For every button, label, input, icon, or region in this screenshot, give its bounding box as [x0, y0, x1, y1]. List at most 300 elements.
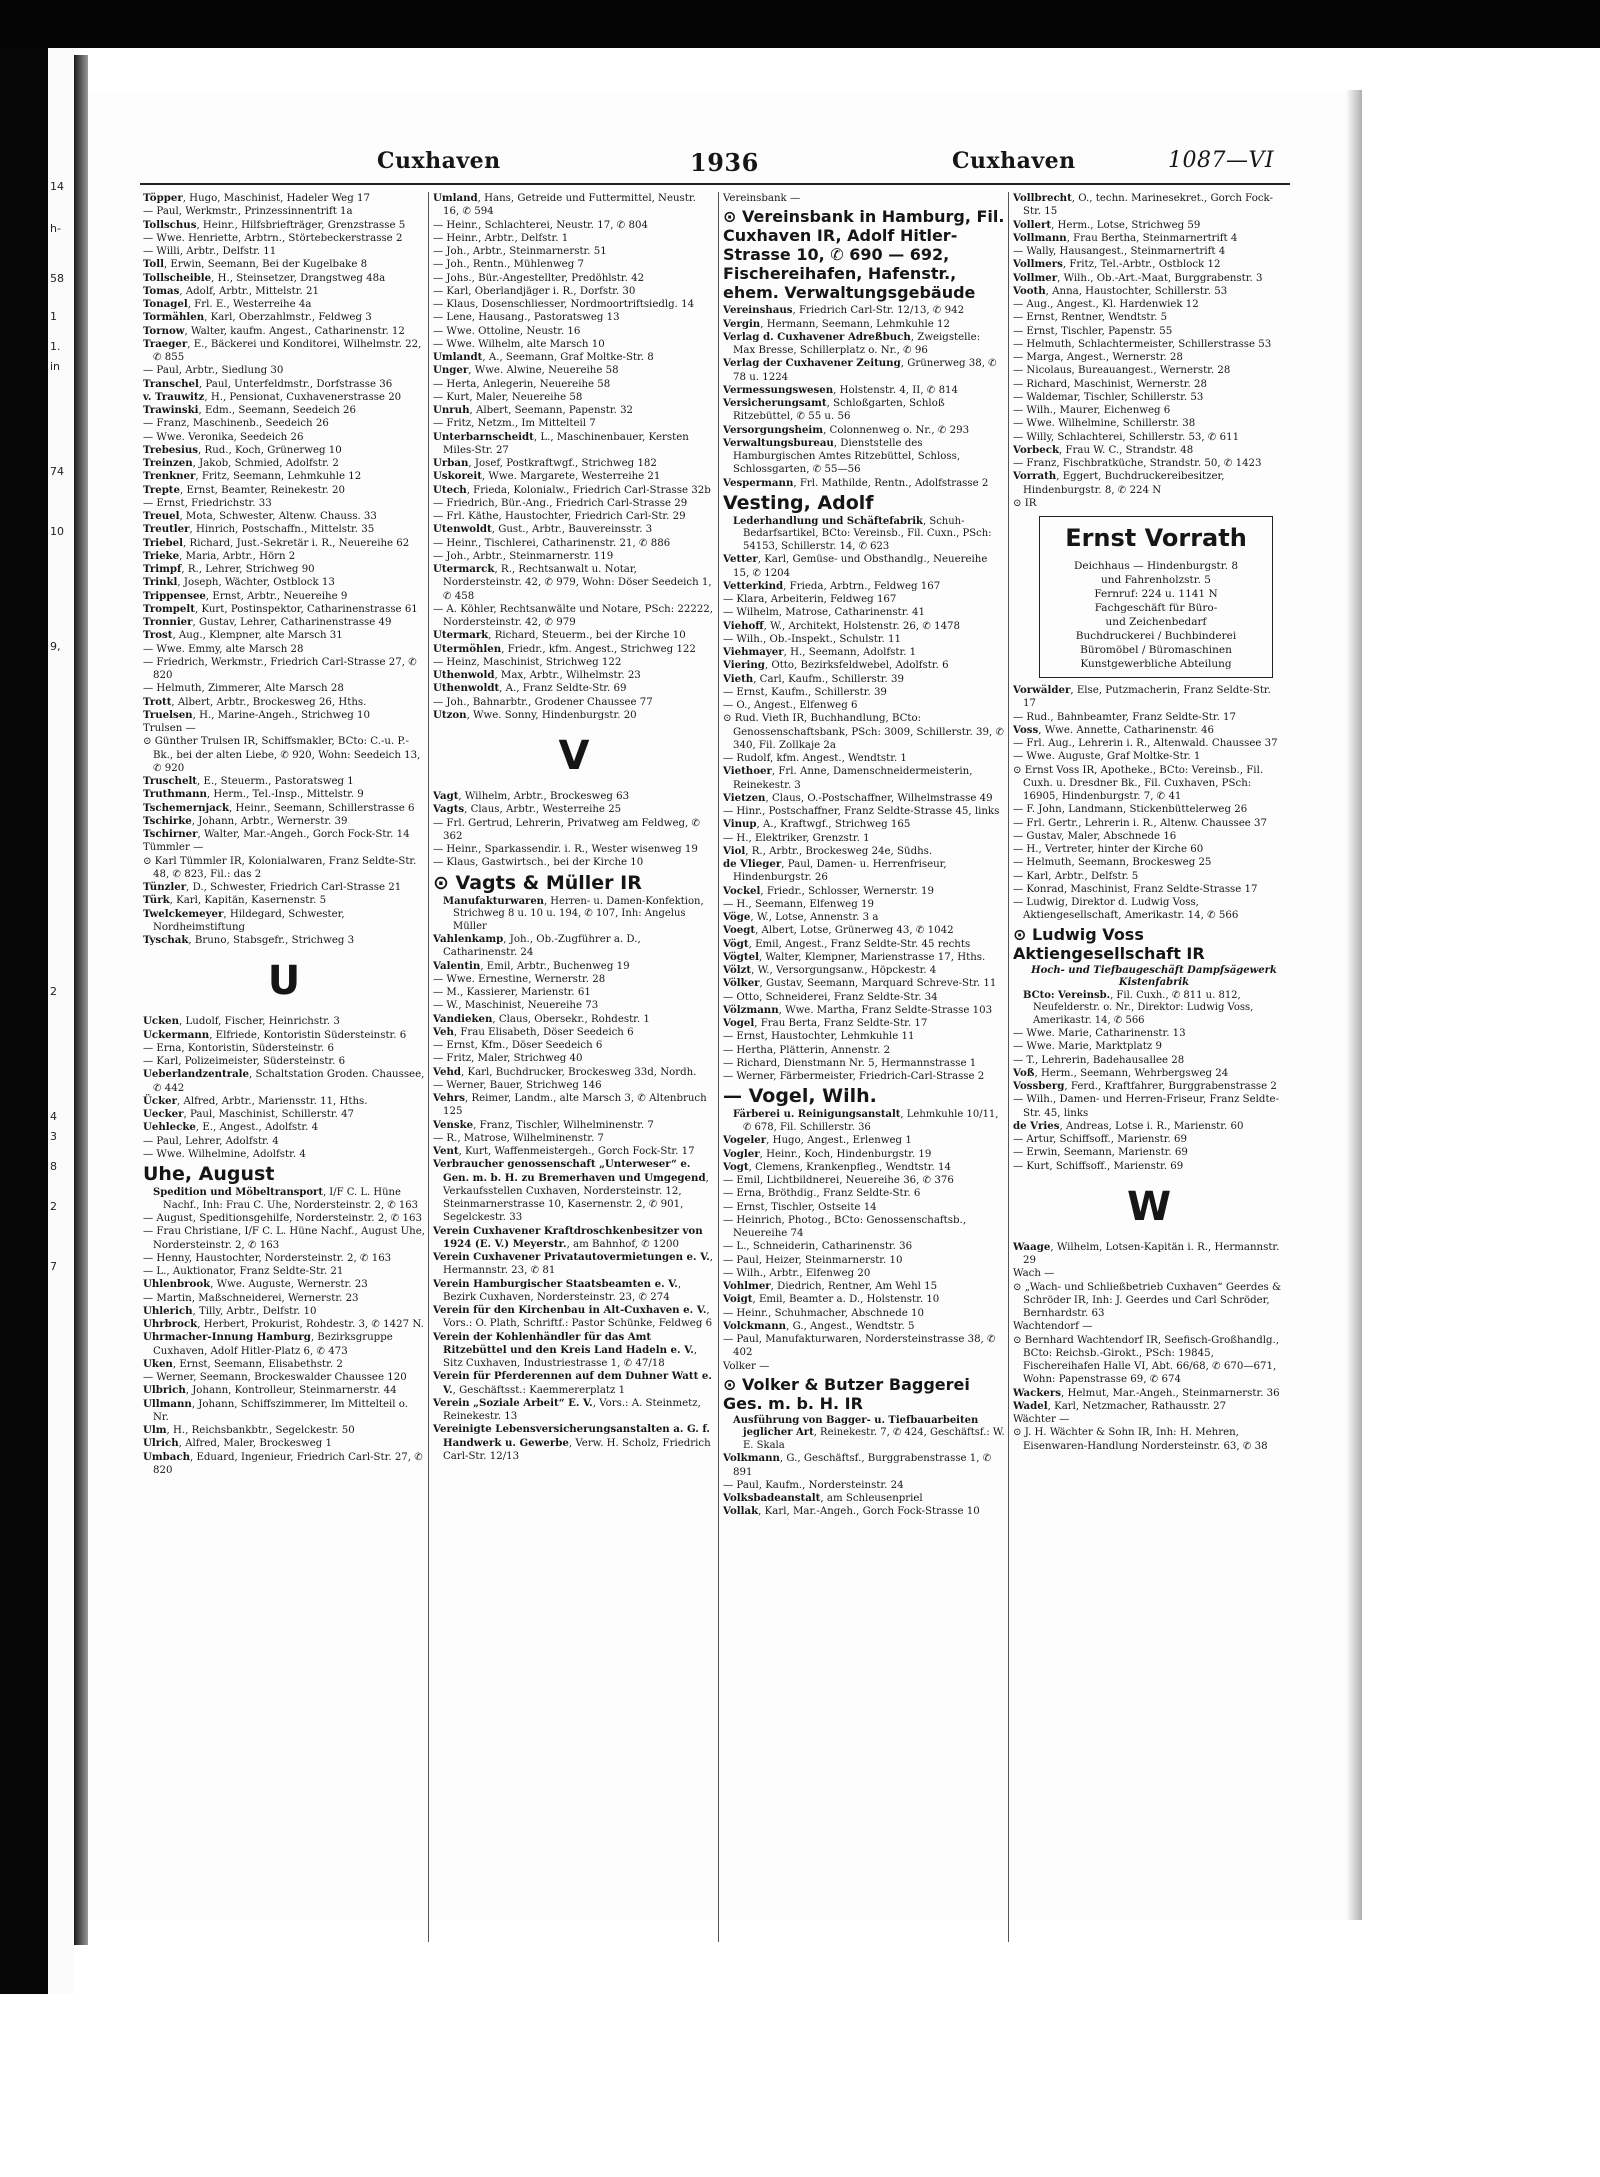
directory-entry: — Wwe. Veronika, Seedeich 26 — [143, 431, 304, 443]
directory-entry: — T., Lehrerin, Badehausallee 28 — [1013, 1054, 1185, 1066]
directory-entry: — Fritz, Maler, Strichweg 40 — [433, 1053, 583, 1065]
directory-entry: — Wwe. Ottoline, Neustr. 16 — [433, 325, 581, 337]
directory-entry: — Ernst, Tischler, Ostseite 14 — [723, 1201, 877, 1213]
directory-entry: Vorwälder, Else, Putzmacherin, Franz Seldte-Str. 17 — [1013, 684, 1271, 710]
directory-entry: Vehrs, Reimer, Landm., alte Marsch 3, ✆ Altenbruch 125 — [433, 1092, 707, 1118]
directory-entry: Uehlecke, E., Angest., Adolfstr. 4 — [143, 1121, 319, 1134]
directory-entry: Viehoff, W., Architekt, Holstenstr. 26, ✆ 1478 — [723, 619, 961, 632]
section-letter-v: V — [558, 733, 590, 779]
directory-entry: — Heinr., Schlachterei, Neustr. 17, ✆ 804 — [433, 219, 648, 231]
directory-entry: Viol, R., Arbtr., Brockesweg 24e, Südhs. — [723, 844, 933, 857]
entry-list — [1048, 559, 1264, 671]
directory-entry: Triebel, Richard, Just.-Sekretär i. R., Neuereihe 62 — [143, 536, 410, 549]
entry-list — [1013, 1027, 1285, 1173]
directory-entry: — Wwe. Ernestine, Wernerstr. 28 — [433, 973, 606, 985]
directory-entry: — Artur, Schiffsoff., Marienstr. 69 — [1013, 1134, 1187, 1145]
directory-entry: Wackers, Helmut, Mar.-Angeh., Steinmarnerstr. 36 — [1013, 1386, 1280, 1399]
column-3 — [723, 192, 1005, 1519]
directory-entry: — Joh., Bahnarbtr., Grodener Chaussee 77 — [433, 696, 653, 708]
directory-entry: Utzon, Wwe. Sonny, Hindenburgstr. 20 — [433, 708, 637, 721]
directory-entry: — Otto, Schneiderei, Franz Seldte-Str. 34 — [723, 991, 938, 1003]
directory-entry: Volkmann, G., Geschäftsf., Burggrabenstrasse 1, ✆ 891 — [723, 1452, 992, 1478]
directory-entry: Vossberg, Ferd., Kraftfahrer, Burggrabenstrasse 2 — [1013, 1080, 1277, 1092]
directory-entry: Vehd, Karl, Buchdrucker, Brockesweg 33d, Nordh. — [433, 1065, 697, 1078]
directory-entry: Toll, Erwin, Seemann, Bei der Kugelbake 8 — [143, 258, 368, 271]
directory-entry: Kunstgewerbliche Abteilung — [1080, 658, 1232, 670]
directory-entry: Vereinsbank — — [723, 193, 801, 204]
directory-entry: Volker — — [723, 1360, 770, 1372]
directory-entry: — W., Maschinist, Neuereihe 73 — [433, 1000, 599, 1012]
directory-entry: ⊙ IR — [1013, 497, 1037, 509]
directory-entry: Volckmann, G., Angest., Wendtstr. 5 — [723, 1319, 915, 1332]
header-year: 1936 — [690, 148, 759, 177]
directory-entry: — F. John, Landmann, Stickenbüttelerweg 26 — [1013, 804, 1248, 816]
directory-entry: Vandieken, Claus, Obersekr., Rohdestr. 1 — [433, 1012, 650, 1025]
directory-entry: — Frl. Aug., Lehrerin i. R., Altenwald. Chaussee 37 — [1013, 738, 1278, 749]
directory-entry: Buchdruckerei / Buchbinderei — [1075, 630, 1237, 642]
header-rule — [140, 183, 1290, 185]
directory-entry: Vohlmer, Diedrich, Rentner, Am Wehl 15 — [723, 1280, 938, 1292]
directory-entry: Vollbrecht, O., techn. Marinesekret., Gorch Fock-Str. 15 — [1013, 192, 1273, 218]
directory-entry: — Klaus, Dosenschliesser, Nordmoortriftsiedlg. 14 — [433, 299, 695, 310]
advert-title: ⊙ Vagts & Müller IR — [433, 871, 642, 894]
directory-entry: Utech, Frieda, Kolonialw., Friedrich Carl-Strasse 32b — [433, 483, 711, 496]
directory-entry: — Helmuth, Seemann, Brockesweg 25 — [1013, 857, 1212, 869]
directory-entry: — Johs., Bür.-Angestellter, Predöhlstr. 42 — [433, 272, 645, 284]
directory-entry: — H., Elektriker, Grenzstr. 1 — [723, 832, 870, 844]
directory-entry: Twelckemeyer, Hildegard, Schwester, Nordheimstiftung — [143, 907, 345, 933]
directory-entry: Vockel, Friedr., Schlosser, Wernerstr. 19 — [723, 884, 934, 897]
directory-entry: — Friedrich, Werkmstr., Friedrich Carl-Strasse 27, ✆ 820 — [143, 656, 417, 681]
directory-entry: — Willy, Schlachterei, Schillerstr. 53, ✆ 611 — [1013, 431, 1240, 443]
directory-entry: und Zeichenbedarf — [1105, 616, 1207, 628]
directory-entry: — Ernst, Haustochter, Lehmkuhle 11 — [723, 1031, 915, 1043]
directory-entry: — Helmuth, Schlachtermeister, Schillerstrasse 53 — [1013, 338, 1272, 350]
directory-entry: Tümmler — — [143, 842, 204, 854]
directory-entry: Vent, Kurt, Waffenmeistergeh., Gorch Fock-Str. 17 — [433, 1145, 695, 1157]
column-4 — [1013, 192, 1285, 1453]
directory-entry: — Wilh., Ob.-Inspekt., Schulstr. 11 — [723, 633, 901, 645]
directory-entry: de Vries, Andreas, Lotse i. R., Marienstr. 60 — [1013, 1119, 1244, 1132]
directory-entry: — Erna, Kontoristin, Südersteinstr. 6 — [143, 1042, 335, 1054]
directory-entry: — Paul, Arbtr., Siedlung 30 — [143, 365, 284, 377]
advert-box-vorrath — [1039, 516, 1273, 678]
directory-entry: Vöge, W., Lotse, Annenstr. 3 a — [723, 911, 879, 923]
directory-entry: — Fritz, Netzm., Im Mittelteil 7 — [433, 418, 596, 430]
directory-entry: — Waldemar, Tischler, Schillerstr. 53 — [1013, 391, 1204, 403]
directory-entry: Verein für den Kirchenbau in Alt-Cuxhaven e. V., Vors.: O. Plath, Schriftf.: Pastor Schünke, Feldweg 6 — [433, 1304, 713, 1330]
entry-list — [723, 304, 1005, 490]
directory-entry: — Ernst, Rentner, Wendtstr. 5 — [1013, 312, 1168, 324]
directory-entry: Venske, Franz, Tischler, Wilhelminenstr. 7 — [433, 1118, 654, 1131]
directory-entry: — Hertha, Plätterin, Annenstr. 2 — [723, 1044, 891, 1056]
directory-entry: — Paul, Manufakturwaren, Nordersteinstrasse 38, ✆ 402 — [723, 1334, 996, 1359]
directory-entry: Vögtel, Walter, Klempner, Marienstrasse 17, Hths. — [723, 950, 986, 963]
directory-entry: — Erna, Bröthdig., Franz Seldte-Str. 6 — [723, 1188, 921, 1200]
directory-entry: — Wally, Hausangest., Steinmarnertrift 4 — [1013, 246, 1226, 257]
advert-box-title: Ernst Vorrath — [1065, 524, 1247, 552]
directory-entry: Völzt, W., Versorgungsanw., Höpckestr. 4 — [723, 964, 937, 976]
entry-list — [723, 1134, 1005, 1373]
directory-entry: Valentin, Emil, Arbtr., Buchenweg 19 — [433, 959, 630, 972]
entry-list — [143, 192, 425, 947]
directory-entry: — Emil, Lichtbildnerei, Neuereihe 36, ✆ 376 — [723, 1175, 954, 1186]
directory-entry: Ulbrich, Johann, Kontrolleur, Steinmarnerstr. 44 — [143, 1384, 397, 1397]
directory-entry: Voigt, Emil, Beamter a. D., Holstenstr. 10 — [723, 1293, 940, 1306]
entry-list — [723, 553, 1005, 1083]
directory-entry: Tormählen, Karl, Oberzahlmstr., Feldweg 3 — [143, 311, 372, 324]
directory-entry: Viering, Otto, Bezirksfeldwebel, Adolfstr. 6 — [723, 659, 949, 672]
directory-entry: — Heinr., Tischlerei, Catharinenstr. 21, ✆ 886 — [433, 537, 671, 549]
entry-list — [723, 1415, 1005, 1453]
directory-entry: Uskoreit, Wwe. Margarete, Westerreihe 21 — [433, 470, 661, 483]
directory-entry: Unterbarnscheidt, L., Maschinenbauer, Kersten Miles-Str. 27 — [433, 430, 689, 456]
directory-entry: Tschirke, Johann, Arbtr., Wernerstr. 39 — [143, 814, 348, 827]
directory-entry: v. Trauwitz, H., Pensionat, Cuxhavenerstrasse 20 — [143, 390, 402, 403]
directory-entry: Tschirner, Walter, Mar.-Angeh., Gorch Fock-Str. 14 — [143, 828, 410, 840]
directory-entry: ⊙ Karl Tümmler IR, Kolonialwaren, Franz Seldte-Str. 48, ✆ 823, Fil.: das 2 — [143, 855, 417, 880]
directory-entry: Vogel, Frau Berta, Franz Seldte-Str. 17 — [723, 1017, 928, 1029]
directory-entry: Trost, Aug., Klempner, alte Marsch 31 — [143, 629, 343, 642]
directory-entry: Tomas, Adolf, Arbtr., Mittelstr. 21 — [143, 284, 319, 297]
directory-entry: Vögt, Emil, Angest., Franz Seldte-Str. 45 rechts — [723, 937, 971, 950]
directory-entry: Vogeler, Hugo, Angest., Erlenweg 1 — [723, 1134, 912, 1147]
directory-entry: Trawinski, Edm., Seemann, Seedeich 26 — [143, 404, 357, 416]
column-1 — [143, 192, 425, 1477]
directory-entry: — Franz, Maschinenb., Seedeich 26 — [143, 418, 329, 430]
directory-entry: — Hinr., Postschaffner, Franz Seldte-Strasse 45, links — [723, 806, 1000, 817]
directory-entry: Spedition und Möbeltransport, I/F C. L. Hüne Nachf., Inh: Frau C. Uhe, Nordersteinstr. 2, ✆ 163 — [153, 1187, 419, 1211]
directory-entry: — Rudolf, kfm. Angest., Wendtstr. 1 — [723, 753, 907, 764]
section-letter-w: W — [1126, 1183, 1172, 1230]
directory-entry: Tornow, Walter, kaufm. Angest., Catharinenstr. 12 — [143, 324, 405, 337]
directory-entry: Ueberlandzentrale, Schaltstation Groden. Chaussee, ✆ 442 — [143, 1068, 425, 1094]
directory-entry: Wadel, Karl, Netzmacher, Rathausstr. 27 — [1013, 1399, 1227, 1412]
directory-entry: Umland, Hans, Getreide und Futtermittel, Neustr. 16, ✆ 594 — [433, 192, 696, 218]
directory-entry: Trepte, Ernst, Beamter, Reinekestr. 20 — [143, 483, 346, 496]
directory-entry: Tschemernjack, Heinr., Seemann, Schillerstrasse 6 — [143, 801, 415, 814]
directory-entry: ⊙ Bernhard Wachtendorf IR, Seefisch-Großhandlg., BCto: Reichsb.-Girokt., PSch: 19845, Fischereihafen Halle VI, Abt. 66/68, ✆ 670—671, Wohn: Papenstrasse 69, ✆ 674 — [1013, 1334, 1279, 1386]
book-gutter — [74, 55, 88, 1945]
directory-entry: — Marga, Angest., Wernerstr. 28 — [1013, 352, 1183, 363]
directory-entry: — L., Auktionator, Franz Seldte-Str. 21 — [143, 1266, 344, 1277]
margin-number: 1 — [50, 310, 57, 323]
directory-entry: — Lene, Hausang., Pastoratsweg 13 — [433, 312, 620, 324]
advert-title: — Vogel, Wilh. — [723, 1085, 877, 1108]
directory-entry: ⊙ Günther Trulsen IR, Schiffsmakler, BCto: C.-u. P.-Bk., bei der alten Liebe, ✆ 920, Wohn: Seedeich 13, ✆ 920 — [143, 736, 421, 774]
directory-entry: Uhlerich, Tilly, Arbtr., Delfstr. 10 — [143, 1304, 317, 1317]
directory-entry: Truthmann, Herm., Tel.-Insp., Mittelstr. 9 — [143, 788, 364, 801]
directory-entry: — Klaus, Gastwirtsch., bei der Kirche 10 — [433, 857, 644, 869]
directory-entry: — August, Speditionsgehilfe, Nordersteinstr. 2, ✆ 163 — [143, 1213, 422, 1224]
directory-entry: Tonagel, Frl. E., Westerreihe 4a — [143, 298, 312, 310]
directory-entry: Tronnier, Gustav, Lehrer, Catharinenstrasse 49 — [143, 616, 392, 628]
directory-entry: Lederhandlung und Schäftefabrik, Schuh-Bedarfsartikel, BCto: Vereinsb., Fil. Cuxn., PSch: 54153, Schillerstr. 14, ✆ 623 — [733, 515, 992, 552]
directory-entry: — Joh., Arbtr., Steinmarnerstr. 51 — [433, 246, 607, 257]
directory-entry: — Wilh., Maurer, Eichenweg 6 — [1013, 405, 1171, 416]
directory-entry: de Vlieger, Paul, Damen- u. Herrenfriseur, Hindenburgstr. 26 — [723, 858, 947, 884]
directory-entry: — O., Angest., Elfenweg 6 — [723, 700, 858, 711]
directory-entry: Treutler, Hinrich, Postschaffn., Mittelstr. 35 — [143, 523, 375, 536]
directory-entry: Uken, Ernst, Seemann, Elisabethstr. 2 — [143, 1357, 343, 1370]
margin-number: 1. — [50, 340, 61, 353]
advert-title: ⊙ Volker & Butzer Baggerei Ges. m. b. H. IR — [723, 1374, 970, 1413]
entry-list — [143, 1187, 425, 1212]
directory-entry: ⊙ „Wach- und Schließbetrieb Cuxhaven“ Geerdes & Schröder IR, Inh: J. Geerdes und Carl Schröder, Bernhardstr. 63 — [1013, 1281, 1282, 1319]
directory-entry: — R., Matrose, Wilhelminenstr. 7 — [433, 1132, 604, 1144]
directory-entry: Völker, Gustav, Seemann, Marquard Schreve-Str. 11 — [723, 977, 997, 990]
directory-entry: — Wilh., Damen- und Herren-Friseur, Franz Seldte-Str. 45, links — [1013, 1094, 1280, 1119]
directory-entry: Utermöhlen, Friedr., kfm. Angest., Strichweg 122 — [433, 642, 696, 655]
directory-entry: — Kurt, Maler, Neuereihe 58 — [433, 391, 583, 403]
directory-entry: — Wwe. Marie, Catharinenstr. 13 — [1013, 1028, 1186, 1039]
entry-list — [1013, 990, 1285, 1028]
directory-entry: Verein Hamburgischer Staatsbeamten e. V., Bezirk Cuxhaven, Nordersteinstr. 23, ✆ 274 — [433, 1277, 682, 1303]
directory-entry: — Nicolaus, Bureauangest., Wernerstr. 28 — [1013, 365, 1231, 377]
directory-entry: Uhrbrock, Herbert, Prokurist, Rohdestr. 3, ✆ 1427 N. — [143, 1318, 424, 1330]
directory-entry: Vieth, Carl, Kaufm., Schillerstr. 39 — [723, 672, 904, 685]
directory-entry: Färberei u. Reinigungsanstalt, Lehmkuhle 10/11, ✆ 678, Fil. Schillerstr. 36 — [733, 1109, 999, 1133]
directory-entry: Voegt, Albert, Lotse, Grünerweg 43, ✆ 1042 — [723, 924, 954, 937]
directory-entry: Verein Cuxhavener Kraftdroschkenbesitzer von 1924 (E. V.) Meyerstr., am Bahnhof, ✆ 1200 — [433, 1224, 703, 1250]
directory-entry: — Gustav, Maler, Abschnede 16 — [1013, 830, 1177, 842]
directory-entry: Vergin, Hermann, Seemann, Lehmkuhle 12 — [723, 317, 950, 330]
directory-entry: Vetter, Karl, Gemüse- und Obsthandlg., Neuereihe 15, ✆ 1204 — [723, 553, 988, 579]
directory-entry: — Willi, Arbtr., Delfstr. 11 — [143, 246, 277, 257]
directory-entry: — Wwe. Wilhelm, alte Marsch 10 — [433, 338, 605, 350]
directory-entry: Tollschus, Heinr., Hilfsbriefträger, Grenzstrasse 5 — [143, 218, 406, 231]
directory-entry: — Paul, Kaufm., Nordersteinstr. 24 — [723, 1479, 904, 1491]
directory-entry: — A. Köhler, Rechtsanwälte und Notare, PSch: 22222, Nordersteinstr. 42, ✆ 979 — [433, 603, 714, 628]
directory-entry: Viethoer, Frl. Anne, Damenschneidermeisterin, Reinekestr. 3 — [723, 765, 973, 791]
directory-entry: Wächter — — [1013, 1414, 1070, 1425]
directory-entry: Verbraucher genossenschaft „Unterweser“ e. Gen. m. b. H. zu Bremerhaven und Umgegend, Verkaufsstellen Cuxhaven, Nordersteinstr. 12, Steinmarnerstrasse 10, Kasernenstr. 2, ✆ 901, Segelckestr. 33 — [433, 1158, 709, 1224]
directory-entry: — Frl. Käthe, Haustochter, Friedrich Carl-Str. 29 — [433, 511, 686, 522]
directory-entry: ⊙ J. H. Wächter & Sohn IR, Inh: H. Mehren, Eisenwaren-Handlung Nordersteinstr. 63, ✆ 38 — [1013, 1427, 1268, 1452]
directory-entry: — Karl, Oberlandjäger i. R., Dorfstr. 30 — [433, 285, 636, 297]
entry-list — [1013, 192, 1285, 510]
scan-top-border — [0, 0, 1600, 48]
directory-entry: Vogler, Heinr., Koch, Hindenburgstr. 19 — [723, 1147, 932, 1160]
directory-entry: Verein der Kohlenhändler für das Amt Ritzebüttel und den Kreis Land Hadeln e. V., Sitz Cuxhaven, Industriestrasse 1, ✆ 47/18 — [433, 1330, 698, 1369]
directory-entry: — L., Schneiderin, Catharinenstr. 36 — [723, 1241, 913, 1253]
entry-list — [723, 1452, 1005, 1518]
directory-entry: — Kurt, Schiffsoff., Marienstr. 69 — [1013, 1160, 1184, 1172]
directory-entry: Utermark, Richard, Steuerm., bei der Kirche 10 — [433, 629, 686, 642]
directory-entry: Utermarck, R., Rechtsanwalt u. Notar, Nordersteinstr. 42, ✆ 979, Wohn: Döser Seedeich 1, ✆ 458 — [433, 563, 712, 602]
directory-entry: — Werner, Färbermeister, Friedrich-Carl-Strasse 2 — [723, 1071, 985, 1082]
directory-entry: Vahlenkamp, Joh., Ob.-Zugführer a. D., Catharinenstr. 24 — [433, 933, 641, 959]
entry-list — [143, 1212, 425, 1477]
directory-entry: Trinkl, Joseph, Wächter, Ostblock 13 — [143, 576, 335, 589]
directory-entry: Vogt, Clemens, Krankenpfleg., Wendtstr. 14 — [723, 1160, 951, 1173]
directory-entry: — Ernst, Friedrichstr. 33 — [143, 497, 272, 509]
directory-entry: — Richard, Dienstmann Nr. 5, Hermannstrasse 1 — [723, 1057, 977, 1069]
directory-entry: Vollmann, Frau Bertha, Steinmarnertrift 4 — [1013, 231, 1238, 244]
margin-number: 2 — [50, 985, 57, 998]
advert-title: ⊙ Ludwig Voss Aktiengesellschaft IR — [1013, 924, 1205, 963]
margin-number: 4 — [50, 1110, 57, 1123]
directory-entry: Türk, Karl, Kapitän, Kasernenstr. 5 — [143, 894, 327, 907]
directory-entry: Urban, Josef, Postkraftwgf., Strichweg 182 — [433, 457, 657, 469]
directory-entry: — H., Vertreter, hinter der Kirche 60 — [1013, 844, 1204, 855]
directory-entry: — Klara, Arbeiterin, Feldweg 167 — [723, 594, 897, 605]
directory-entry: Fernruf: 224 u. 1141 N — [1094, 588, 1218, 600]
directory-entry: — Joh., Arbtr., Steinmarnerstr. 119 — [433, 550, 614, 562]
directory-entry: — Heinz, Maschinist, Strichweg 122 — [433, 656, 622, 668]
directory-entry: — Helmuth, Zimmerer, Alte Marsch 28 — [143, 683, 344, 695]
directory-entry: Trieke, Maria, Arbtr., Hörn 2 — [143, 549, 296, 562]
directory-entry: Ulm, H., Reichsbankbtr., Segelckestr. 50 — [143, 1424, 355, 1436]
directory-entry: Veh, Frau Elisabeth, Döser Seedeich 6 — [433, 1025, 634, 1038]
entry-list — [723, 192, 1005, 205]
directory-entry: Trompelt, Kurt, Postinspektor, Catharinenstrasse 61 — [143, 602, 418, 615]
directory-entry: ⊙ Rud. Vieth IR, Buchhandlung, BCto: Genossenschaftsbank, PSch: 3009, Schillerstr. 39, ✆ 340, Fil. Zollkaje 2a — [723, 713, 1004, 751]
directory-entry: — Ernst, Kfm., Döser Seedeich 6 — [433, 1040, 603, 1051]
directory-entry: Truschelt, E., Steuerm., Pastoratsweg 1 — [143, 775, 354, 787]
directory-entry: und Fahrenholzstr. 5 — [1101, 574, 1211, 586]
column-rule — [718, 192, 719, 1942]
directory-entry: — Richard, Maschinist, Wernerstr. 28 — [1013, 378, 1207, 390]
directory-entry: — Heinrich, Photog., BCto: Genossenschaftsb., Neuereihe 74 — [723, 1214, 966, 1239]
directory-entry: Umbach, Eduard, Ingenieur, Friedrich Carl-Str. 27, ✆ 820 — [143, 1450, 423, 1476]
header-city-right: Cuxhaven — [952, 148, 1076, 174]
section-letter-u: U — [267, 958, 301, 1005]
directory-entry: Manufakturwaren, Herren- u. Damen-Konfektion, Strichweg 8 u. 10 u. 194, ✆ 107, Inh: Angelus Müller — [443, 895, 704, 932]
directory-entry: Wachtendorf — — [1013, 1321, 1093, 1333]
directory-entry: — Wwe. Marie, Marktplatz 9 — [1013, 1041, 1162, 1053]
directory-entry: Trenkner, Fritz, Seemann, Lehmkuhle 12 — [143, 470, 362, 483]
directory-entry: Ullmann, Johann, Schiffszimmerer, Im Mittelteil o. Nr. — [143, 1397, 408, 1423]
directory-entry: Vagt, Wilhelm, Arbtr., Brockesweg 63 — [433, 790, 630, 802]
directory-entry: — M., Kassierer, Marienstr. 61 — [433, 987, 591, 998]
directory-entry: Viehmayer, H., Seemann, Adolfstr. 1 — [723, 646, 917, 658]
directory-entry: — Wwe. Wilhelmine, Adolfstr. 4 — [143, 1148, 306, 1160]
directory-entry: — Herta, Anlegerin, Neuereihe 58 — [433, 378, 611, 390]
directory-entry: Ücker, Alfred, Arbtr., Mariensstr. 11, Hths. — [143, 1094, 368, 1107]
directory-entry: Vollert, Herm., Lotse, Strichweg 59 — [1013, 218, 1201, 231]
margin-number: 2 — [50, 1200, 57, 1213]
directory-entry: — Wilh., Arbtr., Elfenweg 20 — [723, 1267, 871, 1279]
directory-entry: — Heinr., Schuhmacher, Abschnede 10 — [723, 1307, 924, 1319]
directory-entry: Verlag d. Cuxhavener Adreßbuch, Zweigstelle: Max Bresse, Schillerplatz o. Nr., ✆ 96 — [723, 330, 981, 356]
directory-entry: — Rud., Bahnbeamter, Franz Seldte-Str. 17 — [1013, 711, 1237, 723]
directory-entry: — Joh., Rentn., Mühlenweg 7 — [433, 259, 584, 271]
directory-entry: — Wilhelm, Matrose, Catharinenstr. 41 — [723, 607, 925, 619]
directory-entry: Vorbeck, Frau W. C., Strandstr. 48 — [1013, 443, 1194, 456]
directory-entry: — Werner, Bauer, Strichweg 146 — [433, 1079, 602, 1091]
entry-list — [1013, 684, 1285, 923]
directory-entry: — Werner, Seemann, Brockeswalder Chaussee 120 — [143, 1372, 407, 1383]
directory-entry: — Henny, Haustochter, Nordersteinstr. 2, ✆ 163 — [143, 1252, 392, 1264]
directory-entry: Uthenwoldt, A., Franz Seldte-Str. 69 — [433, 682, 627, 695]
directory-entry: Vollmer, Wilh., Ob.-Art.-Maat, Burggrabenstr. 3 — [1013, 271, 1263, 284]
directory-entry: Vetterkind, Frieda, Arbtrn., Feldweg 167 — [723, 579, 941, 592]
directory-entry: — Wwe. Auguste, Graf Moltke-Str. 1 — [1013, 751, 1201, 763]
directory-entry: — Paul, Lehrer, Adolfstr. 4 — [143, 1135, 279, 1147]
directory-entry: — Konrad, Maschinist, Franz Seldte-Strasse 17 — [1013, 883, 1258, 895]
directory-entry: Truelsen, H., Marine-Angeh., Strichweg 10 — [143, 708, 371, 721]
entry-list — [433, 933, 715, 1463]
directory-entry: — Wwe. Wilhelmine, Schillerstr. 38 — [1013, 418, 1196, 430]
directory-entry: Trebesius, Rud., Koch, Grünerweg 10 — [143, 443, 342, 456]
directory-entry: Deichhaus — Hindenburgstr. 8 — [1073, 560, 1238, 572]
directory-entry: — Frau Christiane, I/F C. L. Hüne Nachf., August Uhe, Nordersteinstr. 2, ✆ 163 — [143, 1226, 425, 1251]
directory-entry: — Friedrich, Bür.-Ang., Friedrich Carl-Strasse 29 — [433, 497, 688, 509]
directory-entry: — Ernst, Kaufm., Schillerstr. 39 — [723, 686, 887, 698]
directory-entry: Vorrath, Eggert, Buchdruckereibesitzer, Hindenburgstr. 8, ✆ 224 N — [1013, 470, 1225, 496]
directory-entry: Treuel, Mota, Schwester, Altenw. Chauss. 33 — [143, 510, 377, 522]
directory-entry: Volksbadeanstalt, am Schleusenpriel — [723, 1492, 923, 1504]
directory-entry: Tollscheible, H., Steinsetzer, Drangstweg 48a — [143, 271, 386, 284]
directory-entry: — Frl. Gertr., Lehrerin i. R., Altenw. Chaussee 37 — [1013, 817, 1267, 829]
directory-entry: Trulsen — — [143, 723, 196, 734]
margin-number: 14 — [50, 180, 64, 193]
directory-entry: Vagts, Claus, Arbtr., Westerreihe 25 — [433, 803, 622, 816]
directory-entry: Vespermann, Frl. Mathilde, Rentn., Adolfstrasse 2 — [723, 476, 989, 489]
directory-entry: Versorgungsheim, Colonnenweg o. Nr., ✆ 293 — [723, 423, 970, 436]
directory-entry: Tünzler, D., Schwester, Friedrich Carl-Strasse 21 — [143, 881, 402, 893]
entry-list — [1013, 1241, 1285, 1453]
directory-entry: Ucken, Ludolf, Fischer, Heinrichstr. 3 — [143, 1015, 340, 1028]
directory-entry: Uhrmacher-Innung Hamburg, Bezirksgruppe Cuxhaven, Adolf Hitler-Platz 6, ✆ 473 — [143, 1331, 393, 1357]
column-2 — [433, 192, 715, 1463]
header-city-left: Cuxhaven — [377, 148, 501, 174]
entry-list — [433, 790, 715, 870]
margin-number: h- — [50, 222, 61, 235]
entry-list — [723, 516, 1005, 554]
directory-entry: Völzmann, Wwe. Martha, Franz Seldte-Strasse 103 — [723, 1003, 993, 1016]
directory-entry: Wach — — [1013, 1268, 1055, 1280]
scan-left-border — [0, 48, 48, 1994]
directory-entry: Voß, Herm., Seemann, Wehrbergsweg 24 — [1013, 1066, 1229, 1079]
directory-entry: Verwaltungsbureau, Dienststelle des Hamburgischen Amtes Ritzebüttel, Schloss, Schlossgarten, ✆ 55—56 — [723, 436, 961, 476]
directory-entry: Ulrich, Alfred, Maler, Brockesweg 1 — [143, 1437, 333, 1450]
directory-entry: Waage, Wilhelm, Lotsen-Kapitän i. R., Hermannstr. 29 — [1013, 1240, 1280, 1266]
directory-entry: Vollak, Karl, Mar.-Angeh., Gorch Fock-Strasse 10 — [723, 1505, 980, 1518]
directory-entry: — Paul, Werkmstr., Prinzessinnentrift 1a — [143, 206, 353, 218]
directory-entry: Vollmers, Fritz, Tel.-Arbtr., Ostblock 12 — [1013, 258, 1221, 271]
advert-title: Uhe, August — [143, 1163, 275, 1185]
entry-list — [143, 1015, 425, 1161]
advert-title: Vesting, Adolf — [723, 491, 874, 514]
directory-entry: Unger, Wwe. Alwine, Neuereihe 58 — [433, 364, 619, 377]
directory-entry: Verlag der Cuxhavener Zeitung, Grünerweg 38, ✆ 78 u. 1224 — [723, 357, 997, 383]
directory-entry: Transchel, Paul, Unterfeldmstr., Dorfstrasse 36 — [143, 377, 393, 390]
directory-entry: — Erwin, Seemann, Marienstr. 69 — [1013, 1147, 1188, 1159]
directory-entry: — Karl, Polizeimeister, Südersteinstr. 6 — [143, 1056, 346, 1067]
directory-entry: ⊙ Ernst Voss IR, Apotheke., BCto: Vereinsb., Fil. Cuxh. u. Dresdner Bk., Fil. Cuxhaven, PSch: 16905, Hindenburgstr. 7, ✆ 41 — [1013, 764, 1264, 802]
directory-entry: — Ludwig, Direktor d. Ludwig Voss, Aktiengesellschaft, Amerikastr. 14, ✆ 566 — [1013, 897, 1239, 922]
margin-number: 3 — [50, 1130, 57, 1143]
directory-entry: BCto: Vereinsb., Fil. Cuxh., ✆ 811 u. 812, Neufelderstr. o. Nr., Direktor: Ludwig Voss, Amerikastr. 14, ✆ 566 — [1023, 989, 1254, 1026]
directory-entry: Uthenwold, Max, Arbtr., Wilhelmstr. 23 — [433, 669, 641, 681]
column-rule — [428, 192, 429, 1942]
directory-entry: Verein „Soziale Arbeit“ E. V., Vors.: A. Steinmetz, Reinekestr. 13 — [433, 1396, 701, 1422]
directory-entry: Traeger, E., Bäckerei und Konditorei, Wilhelmstr. 22, ✆ 855 — [143, 337, 422, 363]
directory-entry: Trippensee, Ernst, Arbtr., Neuereihe 9 — [143, 589, 348, 602]
directory-entry: Büromöbel / Büromaschinen — [1080, 644, 1232, 656]
scan-bottom-margin — [0, 1994, 1600, 2177]
directory-entry: Versicherungsamt, Schloßgarten, Schloß Ritzebüttel, ✆ 55 u. 56 — [723, 397, 945, 423]
directory-entry: Treinzen, Jakob, Schmied, Adolfstr. 2 — [143, 457, 339, 469]
directory-entry: — Paul, Heizer, Steinmarnerstr. 10 — [723, 1254, 903, 1266]
directory-entry: Vooth, Anna, Haustochter, Schillerstr. 53 — [1013, 284, 1228, 297]
directory-entry: — Franz, Fischbratküche, Strandstr. 50, ✆ 1423 — [1013, 458, 1262, 469]
directory-entry: Unruh, Albert, Seemann, Papenstr. 32 — [433, 404, 634, 416]
margin-number: 10 — [50, 525, 64, 538]
header-page-number: 1087—VI — [1168, 148, 1275, 173]
